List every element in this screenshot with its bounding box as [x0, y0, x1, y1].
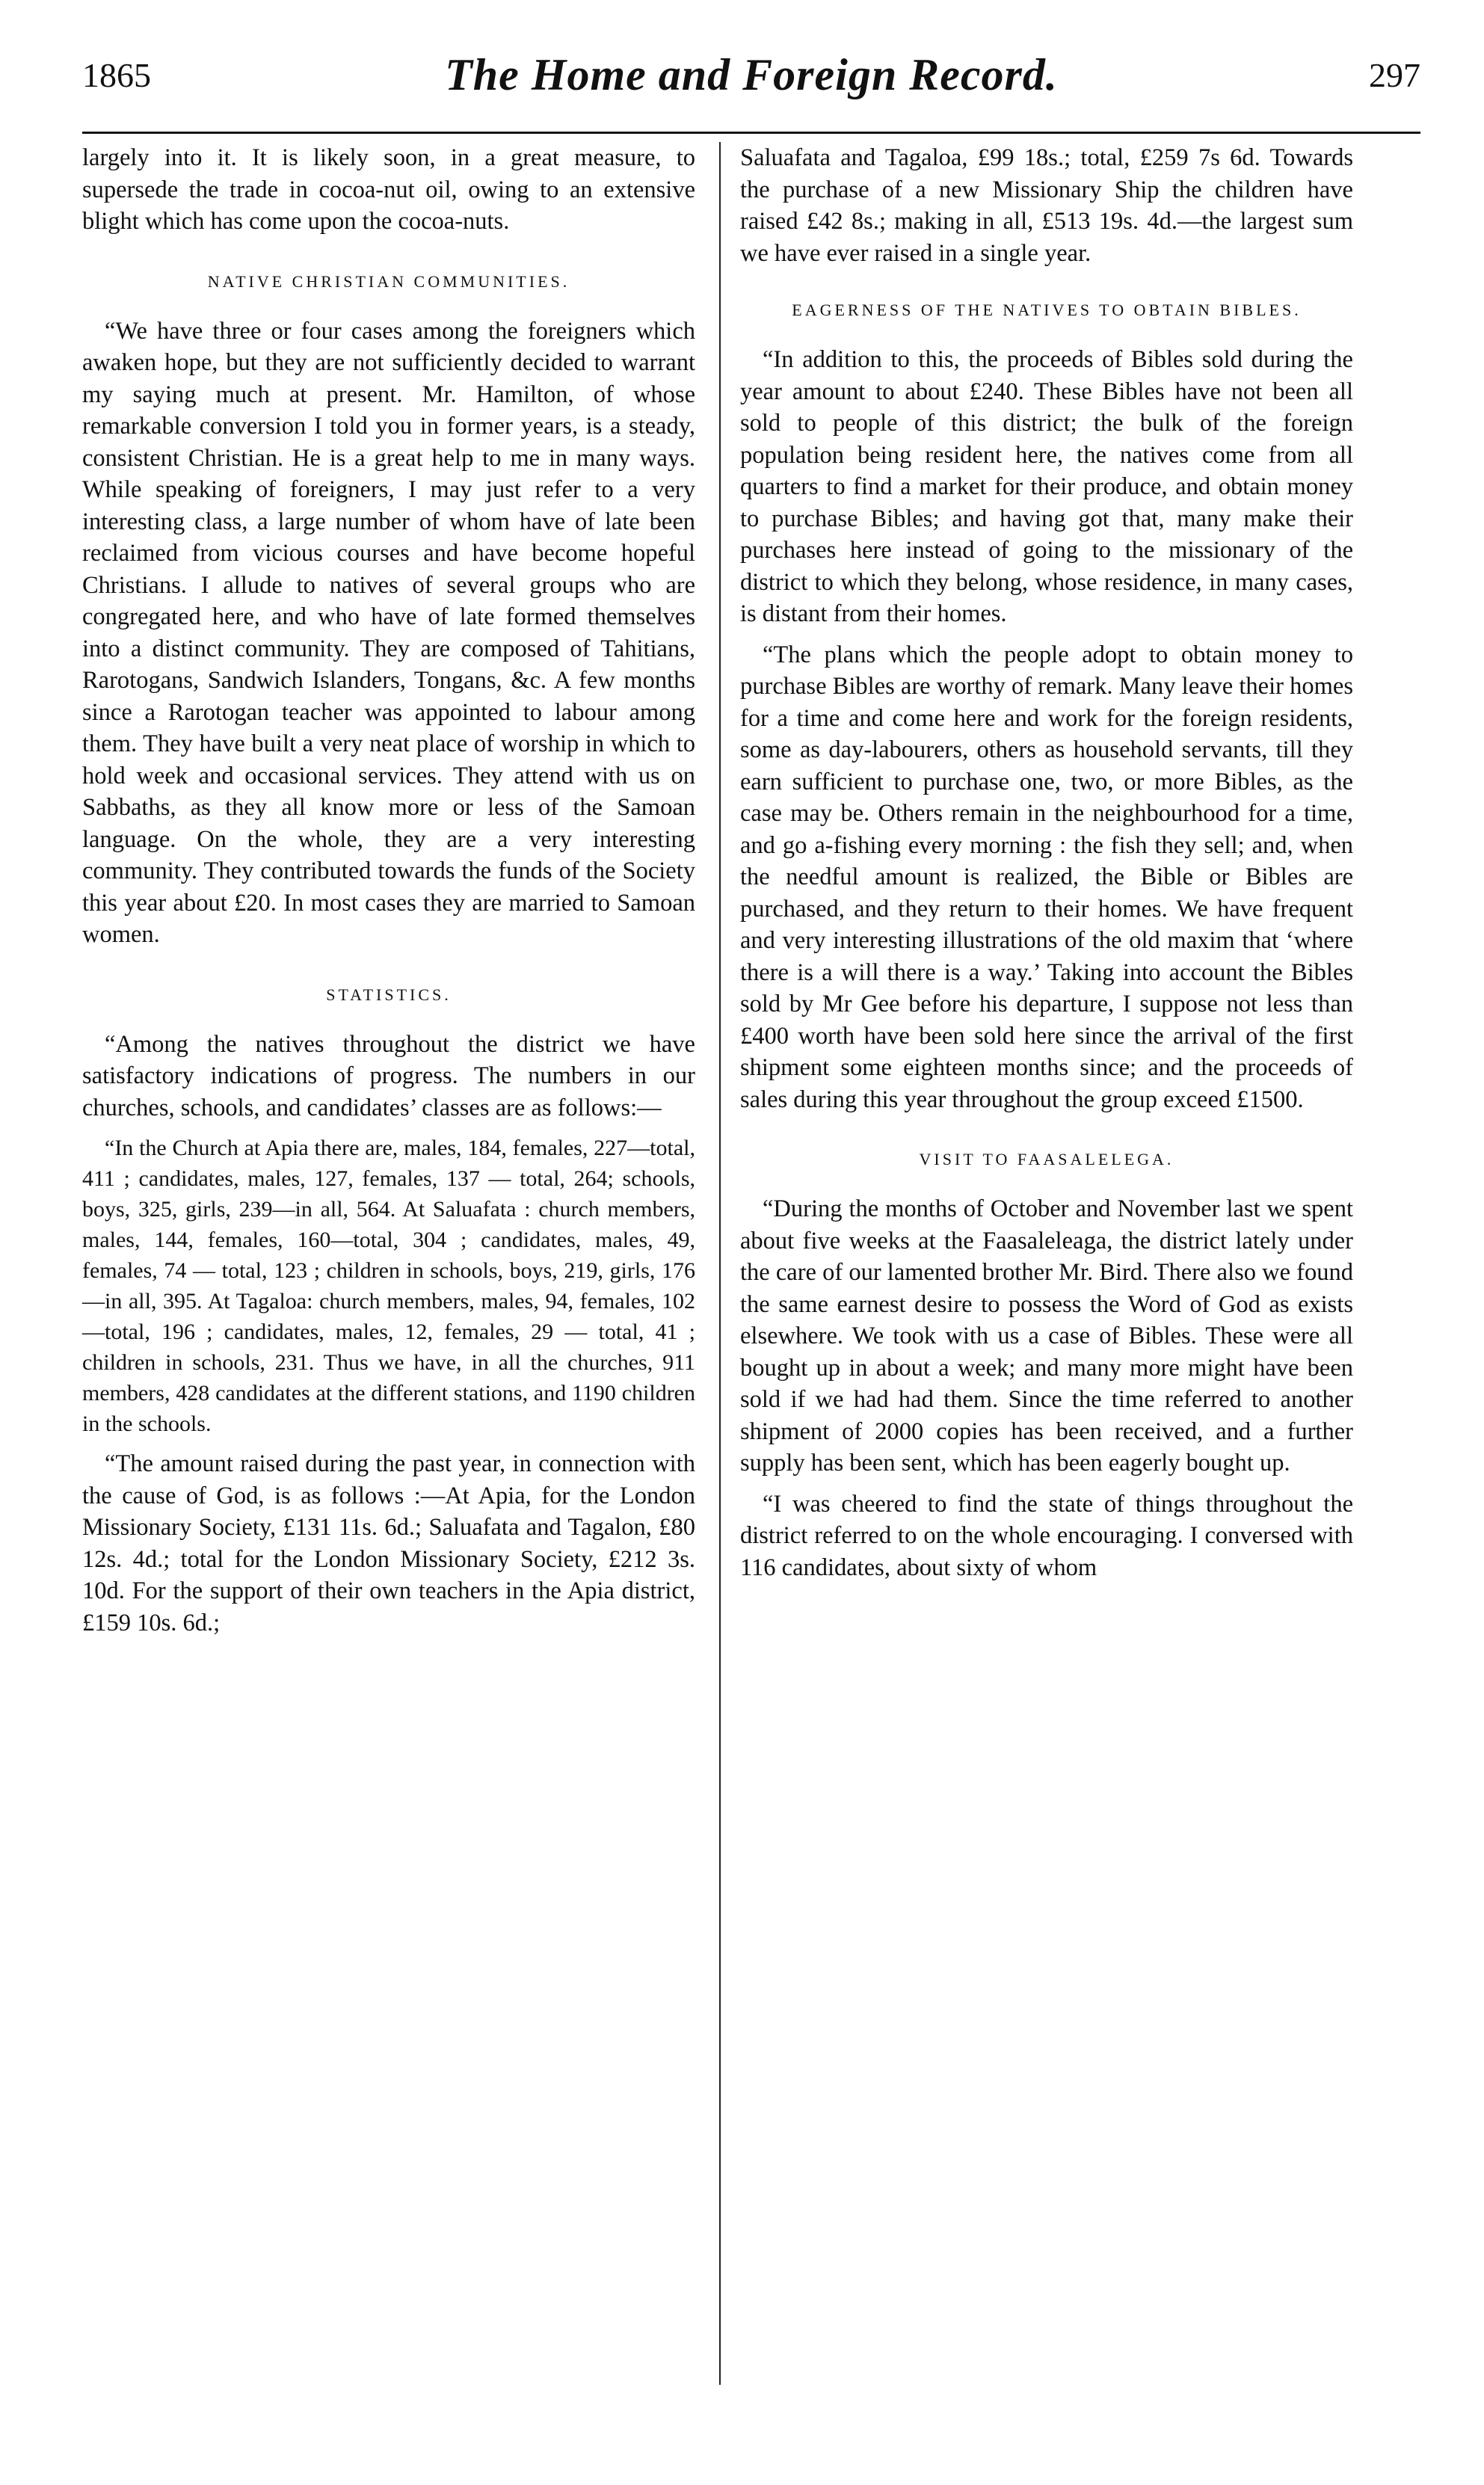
page-number: 297	[1369, 56, 1420, 94]
paragraph: “We have three or four cases among the foreigners which awaken hope, but they are not sufficiently decided to warrant my saying much at present. Mr. Hamilton, of whose remarkable conversion I told you in former years, is a steady, consistent Christian. He is a great help to me in many ways. While speaking of foreigners, I may just refer to a very interesting class, a large number of whom have of late been reclaimed from vicious courses and have become hopeful Christians. I allude to natives of several groups who are congregated here, and who have of late formed themselves into a distinct community. They are composed of Tahitians, Rarotogans, Sandwich Islanders, Tongans, &c. A few months since a Rarotogan teacher was appointed to labour among them. They have built a very neat place of worship in which to hold week and occasional services. They attend with us on Sabbaths, as they all know more or less of the Samoan language. On the whole, they are a very interesting community. They contributed towards the funds of the Society this year about £20. In most cases they are married to Samoan women.	[82, 317, 695, 948]
paragraph: “The plans which the people adopt to obtain money to purchase Bibles are worthy of remark. Many leave their homes for a time and come here and work for the foreign residents, some as day-labourers, others as household servants, till they earn sufficient to purchase one, two, or more Bibles, as the case may be. Others remain in the neighbourhood for a time, and go a-fishing every morning : the fish they sell; and, when the needful amount is realized, the Bible or Bibles are purchased, and they return to their homes. We have frequent and very interesting illustrations of the old maxim that ‘where there is a will there is a way.’ Taking into account the Bibles sold by Mr Gee before his departure, I suppose not less than £400 worth have been sold here since the arrival of the first shipment some eighteen months since; and the proceeds of sales during this year throughout the group exceed £1500.	[740, 641, 1353, 1113]
section-heading-eagerness-to-obtain-bibles: EAGERNESS OF THE NATIVES TO OBTAIN BIBLES.	[792, 301, 1302, 319]
column-divider	[719, 142, 721, 2385]
running-header	[82, 49, 1420, 117]
paragraph: “The amount raised during the past year, in connection with the cause of God, is as follows :—At Apia, for the London Missionary Society, £131 11s. 6d.; Saluafata and Tagalon, £80 12s. 4d.; total for the London Missionary Society, £212 3s. 10d. For the support of their own teachers in the Apia district, £159 10s. 6d.;	[82, 1450, 695, 1636]
paragraph: “In addition to this, the proceeds of Bibles sold during the year amount to about £240. These Bibles have not been all sold to people of this district; the bulk of the foreign population being resident here, the natives come from all quarters to find a market for their produce, and obtain money to purchase Bibles; and having got that, many make their purchases here instead of going to the missionary of the district to which they belong, whose residence, in many cases, is distant from their homes.	[740, 346, 1353, 627]
left-column	[82, 142, 695, 1648]
journal-title: The Home and Foreign Record.	[445, 50, 1058, 99]
paragraph: “Among the natives throughout the district we have satisfactory indications of progress. The numbers in our churches, schools, and candidates’ classes are as follows:—	[82, 1030, 695, 1121]
paragraph: “During the months of October and November last we spent about five weeks at the Faasaleleaga, the district lately under the care of our lamented brother Mr. Bird. There also we found the same earnest desire to possess the Word of God as exists elsewhere. We took with us a case of Bibles. These were all bought up in about a week; and many more might have been sold if we had had them. Since the time referred to another shipment of 2000 copies has been received, and a further supply has been sent, which has been eagerly bought up.	[740, 1195, 1353, 1476]
paragraph: “I was cheered to find the state of things throughout the district referred to on the whole encouraging. I conversed with 116 candidates, about sixty of whom	[740, 1490, 1353, 1581]
right-column	[740, 142, 1353, 1592]
section-heading-native-christian-communities: NATIVE CHRISTIAN COMMUNITIES.	[207, 271, 570, 291]
paragraph: largely into it. It is likely soon, in a great measure, to supersede the trade in cocoa-nut oil, owing to an extensive blight which has come upon the cocoa-nuts.	[82, 144, 695, 235]
section-heading-statistics: STATISTICS.	[326, 985, 452, 1004]
section-heading-visit-to-faasalelega: VISIT TO FAASALELEGA.	[919, 1150, 1174, 1168]
header-year: 1865	[82, 56, 151, 94]
paragraph-statistics: “In the Church at Apia there are, males, 184, females, 227—total, 411 ; candidates, males, 127, females, 137 — total, 264; schools, boys, 325, girls, 239—in all, 564. At Saluafata : church members, males, 144, females, 160—total, 304 ; candidates, males, 49, females, 74 — total, 123 ; children in schools, boys, 219, girls, 176—in all, 395. At Tagaloa: church members, males, 94, females, 102—total, 196 ; candidates, males, 12, females, 29 — total, 41 ; children in schools, 231. Thus we have, in all the churches, 911 members, 428 candidates at the different stations, and 1190 children in the schools.	[82, 1136, 695, 1436]
paragraph: Saluafata and Tagaloa, £99 18s.; total, £259 7s 6d. Towards the purchase of a new Missionary Ship the children have raised £42 8s.; making in all, £513 19s. 4d.—the largest sum we have ever raised in a single year.	[740, 144, 1353, 267]
header-rule	[82, 132, 1420, 134]
